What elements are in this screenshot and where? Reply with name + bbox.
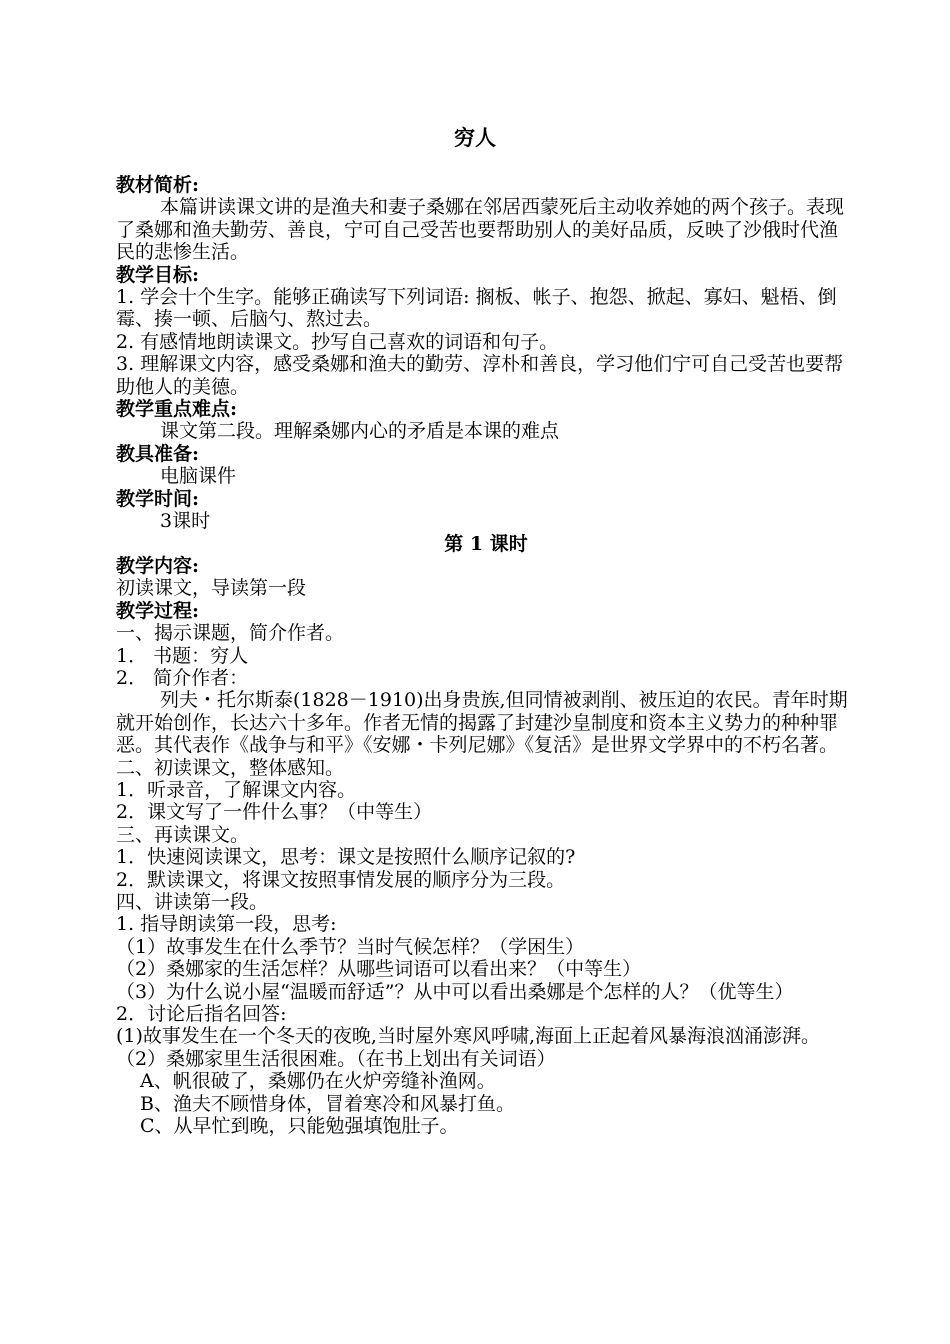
process-line: 2．课文写了一件什么事？（中等生） bbox=[116, 801, 433, 824]
lesson-heading: 第 1 课时 bbox=[444, 532, 528, 555]
document-body bbox=[116, 174, 856, 1137]
time-heading: 教学时间: bbox=[116, 487, 200, 510]
process-line: 2．默读课文，将课文按照事情发展的顺序分为三段。 bbox=[116, 868, 566, 891]
process-line: A、帆很破了，桑娜仍在火炉旁缝补渔网。 bbox=[140, 1070, 496, 1093]
process-line: 二、初读课文，整体感知。 bbox=[116, 756, 345, 779]
content-heading: 教学内容: bbox=[116, 554, 200, 577]
analysis-heading: 教材简析: bbox=[116, 174, 200, 196]
time-text: 3课时 bbox=[160, 510, 211, 533]
process-line: B、渔夫不顾惜身体，冒着寒冷和风暴打鱼。 bbox=[140, 1092, 515, 1115]
process-heading: 教学过程: bbox=[116, 599, 200, 622]
goals-heading: 教学目标: bbox=[116, 263, 200, 286]
process-line: 1．听录音，了解课文内容。 bbox=[116, 778, 357, 801]
page-title: 穷人 bbox=[454, 125, 496, 150]
process-line: 2．讨论后指名回答: bbox=[116, 1003, 287, 1026]
process-line: 三、再读课文。 bbox=[116, 823, 250, 846]
process-line: 1．快速阅读课文，思考：课文是按照什么顺序记叙的? bbox=[116, 846, 576, 869]
process-line: （2）桑娜家的生活怎样？从哪些词语可以看出来？（中等生） bbox=[116, 958, 642, 981]
process-line: （2）桑娜家里生活很困难。（在书上划出有关词语） bbox=[116, 1047, 556, 1070]
tools-text: 电脑课件 bbox=[160, 465, 237, 488]
process-line: （3）为什么说小屋“温暖而舒适”？从中可以看出桑娜是个怎样的人？（优等生） bbox=[116, 980, 794, 1003]
author-paragraph: 列夫・托尔斯泰(1828－1910)出身贵族,但同情被剥削、被压迫的农民。青年时期就开始创作，长达六十多年。作者无情的揭露了封建沙皇制度和资本主义势力的种种罪恶。其代表作《战争与和平》《安娜・卡列尼娜》《复活》是世界文学界中的不朽名著。 bbox=[116, 689, 848, 757]
process-line: 1． 书题：穷人 bbox=[116, 644, 249, 667]
process-line: （1）故事发生在什么季节？当时气候怎样？（学困生） bbox=[116, 935, 585, 958]
process-line: 一、揭示课题，简介作者。 bbox=[116, 622, 345, 645]
process-line: (1)故事发生在一个冬天的夜晚,当时屋外寒风呼啸,海面上正起着风暴海浪汹涌澎湃。 bbox=[116, 1025, 820, 1048]
key-text: 课文第二段。理解桑娜内心的矛盾是本课的难点 bbox=[160, 420, 560, 443]
goal-1: 1. 学会十个生字。能够正确读写下列词语: 搁板、帐子、抱怨、掀起、寡妇、魁梧、倒霉、揍一顿、后脑勺、熬过去。 bbox=[116, 286, 837, 331]
process-line: 四、讲读第一段。 bbox=[116, 891, 269, 913]
process-line: 2． 简介作者： bbox=[116, 666, 249, 689]
goal-2: 2. 有感情地朗读课文。抄写自己喜欢的词语和句子。 bbox=[116, 330, 559, 353]
process-line: C、从早忙到晚，只能勉强填饱肚子。 bbox=[140, 1115, 459, 1138]
tools-heading: 教具准备: bbox=[116, 442, 200, 465]
analysis-text: 本篇讲读课文讲的是渔夫和妻子桑娜在邻居西蒙死后主动收养她的两个孩子。表现了桑娜和渔夫勤劳、善良，宁可自己受苦也要帮助别人的美好品质，反映了沙俄时代渔民的悲惨生活。 bbox=[116, 196, 845, 264]
content-text: 初读课文，导读第一段 bbox=[116, 577, 307, 600]
process-line: 1. 指导朗读第一段，思考: bbox=[116, 913, 337, 936]
key-heading: 教学重点难点: bbox=[116, 398, 238, 421]
goal-3: 3. 理解课文内容，感受桑娜和渔夫的勤劳、淳朴和善良，学习他们宁可自己受苦也要帮助他人的美德。 bbox=[116, 353, 844, 398]
